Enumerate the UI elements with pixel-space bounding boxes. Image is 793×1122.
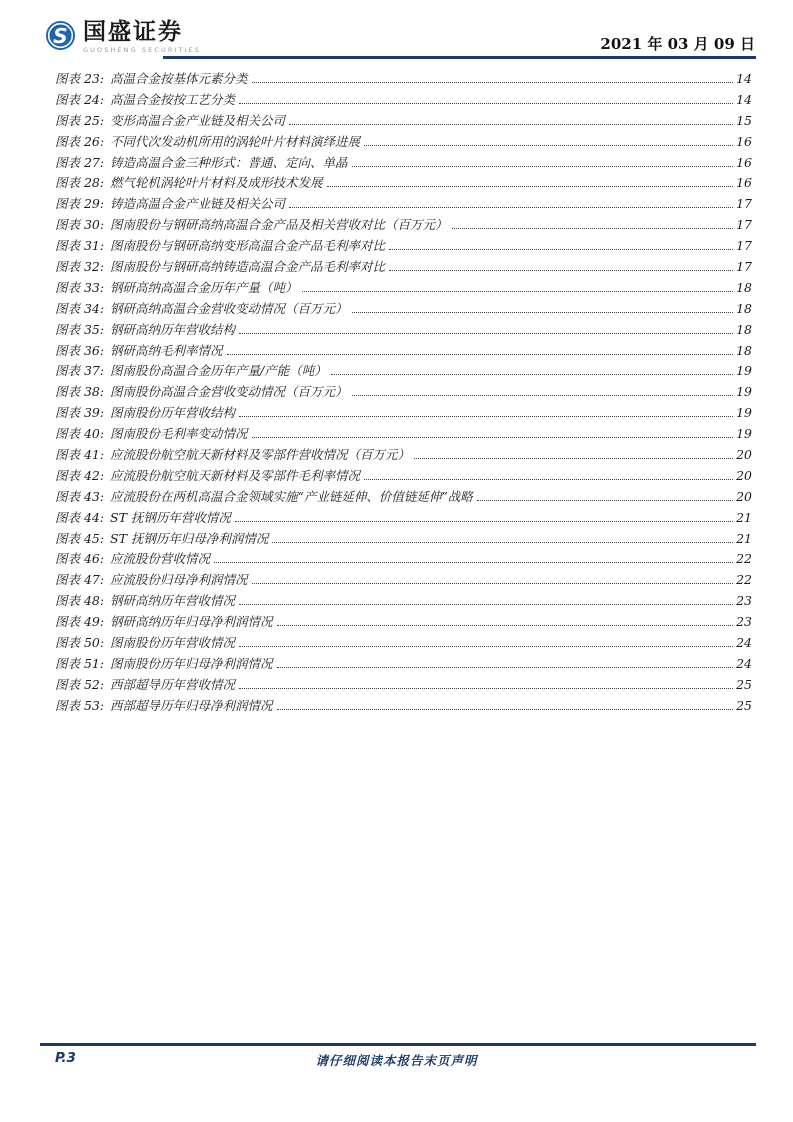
dotted-leader (364, 479, 733, 480)
toc-entry (55, 132, 752, 153)
toc-entry-label: 图表 47: (55, 572, 105, 588)
toc-entry (55, 403, 752, 424)
toc-entry (55, 382, 752, 403)
toc-entry-label: 图表 41: (55, 447, 105, 463)
toc-entry-label: 图表 45: (55, 530, 105, 546)
dotted-leader (239, 103, 733, 104)
dotted-leader (252, 583, 733, 584)
toc-entry-label: 图表 42: (55, 467, 105, 483)
brand-name: 国盛证券 (83, 19, 183, 45)
toc-entry-title: 图南股份与钢研高纳变形高温合金产品毛利率对比 (110, 238, 386, 254)
toc-entry-label: 图表 26: (55, 133, 105, 149)
toc-entry-title: 钢研高纳毛利率情况 (110, 342, 223, 358)
brand-subtitle: GUOSHENG SECURITIES (83, 46, 201, 54)
header-divider (163, 56, 756, 59)
toc-entry-label: 图表 38: (55, 384, 105, 400)
toc-entry-title: 西部超导历年归母净利润情况 (110, 697, 273, 713)
toc-entry-label: 图表 29: (55, 196, 105, 212)
toc-entry (55, 361, 752, 382)
toc-entry-label: 图表 49: (55, 614, 105, 630)
dotted-leader (277, 667, 733, 668)
toc-entry-page: 14 (736, 91, 752, 107)
toc-entry (55, 696, 752, 717)
toc-entry-title: 图南股份与钢研高纳铸造高温合金产品毛利率对比 (110, 259, 386, 275)
toc-entry (55, 69, 752, 90)
toc-entry-page: 17 (736, 259, 752, 275)
toc-entry-page: 23 (736, 593, 752, 609)
toc-entry-label: 图表 33: (55, 279, 105, 295)
toc-entry-label: 图表 36: (55, 342, 105, 358)
toc-entry-label: 图表 43: (55, 488, 105, 504)
toc-entry-title: 图南股份毛利率变动情况 (110, 426, 248, 442)
svg-text:S: S (53, 23, 68, 48)
toc-entry-title: 图南股份高温合金营收变动情况（百万元） (110, 384, 348, 400)
toc-entry-title: 高温合金按基体元素分类 (110, 71, 248, 86)
toc-entry-label: 图表 34: (55, 300, 105, 316)
toc-entry-title: 应流股份航空航天新材料及零部件毛利率情况 (110, 467, 361, 483)
toc-entry-title: ST 抚钢历年营收情况 (110, 509, 231, 525)
toc-entry-page: 20 (736, 447, 752, 463)
toc-entry-page: 17 (736, 238, 752, 254)
toc-entry-label: 图表 30: (55, 217, 105, 233)
toc-entry (55, 654, 752, 675)
toc-entry (55, 153, 752, 174)
toc-entry (55, 445, 752, 466)
toc-entry-page: 24 (736, 655, 752, 671)
toc-entry-page: 25 (736, 697, 752, 713)
dotted-leader (252, 437, 733, 438)
toc-entry-title: 不同代次发动机所用的涡轮叶片材料演绎进展 (110, 133, 361, 149)
dotted-leader (352, 312, 733, 313)
footer-page-number: P.3 (55, 1050, 76, 1066)
toc-entry-label: 图表 40: (55, 426, 105, 442)
toc-entry-label: 图表 28: (55, 175, 105, 191)
toc-entry-page: 17 (736, 196, 752, 212)
toc-entry (55, 111, 752, 132)
toc-entry (55, 257, 752, 278)
toc-entry-label: 图表 44: (55, 509, 105, 525)
toc-entry (55, 570, 752, 591)
toc-entry (55, 173, 752, 194)
toc-entry-title: 铸造高温合金产业链及相关公司 (110, 196, 286, 212)
toc-entry-page: 19 (736, 405, 752, 421)
toc-entry-title: 图南股份历年营收结构 (110, 405, 236, 421)
toc-entry-title: 钢研高纳历年营收结构 (110, 321, 236, 337)
toc-entry-title: 图南股份历年归母净利润情况 (110, 655, 273, 671)
toc-entry (55, 424, 752, 445)
dotted-leader (252, 82, 733, 83)
toc-entry-page: 19 (736, 363, 752, 379)
dotted-leader (227, 354, 733, 355)
dotted-leader (214, 562, 733, 563)
toc-entry-title: 图南股份历年营收情况 (110, 635, 236, 651)
toc-entry-page: 20 (736, 488, 752, 504)
toc-entry-title: 高温合金按按工艺分类 (110, 91, 236, 107)
toc-entry-label: 图表 37: (55, 363, 105, 379)
toc-entry-title: 应流股份归母净利润情况 (110, 572, 248, 588)
toc-entry-page: 21 (736, 530, 752, 546)
toc-entry-label: 图表 23: (55, 71, 105, 86)
toc-entry (55, 487, 752, 508)
toc-entry-title: 钢研高纳历年营收情况 (110, 593, 236, 609)
toc-entry (55, 675, 752, 696)
dotted-leader (302, 291, 733, 292)
toc-entry (55, 320, 752, 341)
toc-entry (55, 299, 752, 320)
toc-entry-label: 图表 46: (55, 551, 105, 567)
toc-entry-label: 图表 31: (55, 238, 105, 254)
guosheng-logo-icon (45, 20, 76, 51)
toc-entry (55, 508, 752, 529)
toc-entry-title: 应流股份在两机高温合金领域实施“产业链延伸、价值链延伸”战略 (110, 488, 473, 504)
dotted-leader (352, 166, 733, 167)
toc-entry-page: 16 (736, 175, 752, 191)
toc-entry-label: 图表 35: (55, 321, 105, 337)
figure-toc-list (55, 69, 752, 717)
toc-entry-page: 14 (736, 71, 752, 86)
toc-entry (55, 466, 752, 487)
toc-entry-label: 图表 50: (55, 635, 105, 651)
dotted-leader (289, 207, 733, 208)
toc-entry-page: 19 (736, 384, 752, 400)
toc-entry-title: ST 抚钢历年归母净利润情况 (110, 530, 269, 546)
toc-entry-title: 钢研高纳高温合金历年产量（吨） (110, 279, 298, 295)
toc-entry (55, 549, 752, 570)
dotted-leader (277, 709, 733, 710)
toc-entry-title: 铸造高温合金三种形式：普通、定向、单晶 (110, 154, 348, 170)
toc-entry-title: 钢研高纳历年归母净利润情况 (110, 614, 273, 630)
toc-entry-title: 钢研高纳高温合金营收变动情况（百万元） (110, 300, 348, 316)
toc-entry-label: 图表 32: (55, 259, 105, 275)
toc-entry (55, 90, 752, 111)
dotted-leader (272, 542, 733, 543)
toc-entry-page: 18 (736, 279, 752, 295)
dotted-leader (239, 646, 733, 647)
dotted-leader (414, 458, 733, 459)
toc-entry-title: 变形高温合金产业链及相关公司 (110, 112, 286, 128)
toc-entry-page: 22 (736, 551, 752, 567)
footer-divider (40, 1043, 756, 1046)
dotted-leader (235, 521, 733, 522)
dotted-leader (477, 500, 733, 501)
toc-entry (55, 236, 752, 257)
toc-entry-label: 图表 27: (55, 154, 105, 170)
brand (45, 20, 201, 54)
toc-entry-label: 图表 48: (55, 593, 105, 609)
toc-entry (55, 278, 752, 299)
toc-entry (55, 215, 752, 236)
toc-entry-page: 16 (736, 154, 752, 170)
toc-entry-label: 图表 39: (55, 405, 105, 421)
toc-entry-title: 图南股份与钢研高纳高温合金产品及相关营收对比（百万元） (110, 217, 448, 233)
toc-entry-page: 25 (736, 676, 752, 692)
toc-entry-page: 18 (736, 300, 752, 316)
dotted-leader (327, 186, 733, 187)
dotted-leader (364, 145, 733, 146)
toc-entry-label: 图表 24: (55, 91, 105, 107)
dotted-leader (452, 228, 733, 229)
toc-entry-title: 西部超导历年营收情况 (110, 676, 236, 692)
dotted-leader (289, 124, 733, 125)
report-date: 2021 年 03 月 09 日 (600, 35, 755, 53)
toc-entry-label: 图表 51: (55, 655, 105, 671)
toc-entry-page: 16 (736, 133, 752, 149)
dotted-leader (239, 604, 733, 605)
dotted-leader (277, 625, 733, 626)
toc-entry-page: 18 (736, 342, 752, 358)
toc-entry-title: 图南股份高温合金历年产量/产能（吨） (110, 363, 327, 379)
toc-entry (55, 529, 752, 550)
toc-entry-page: 23 (736, 614, 752, 630)
toc-entry-page: 21 (736, 509, 752, 525)
toc-entry (55, 341, 752, 362)
toc-entry-page: 15 (736, 112, 752, 128)
toc-entry (55, 591, 752, 612)
dotted-leader (331, 374, 733, 375)
toc-entry (55, 612, 752, 633)
dotted-leader (239, 416, 733, 417)
toc-entry-page: 19 (736, 426, 752, 442)
toc-entry (55, 633, 752, 654)
toc-entry-page: 24 (736, 635, 752, 651)
toc-entry-title: 应流股份营收情况 (110, 551, 211, 567)
dotted-leader (239, 688, 733, 689)
toc-entry (55, 194, 752, 215)
toc-entry-label: 图表 53: (55, 697, 105, 713)
toc-entry-page: 17 (736, 217, 752, 233)
dotted-leader (239, 333, 733, 334)
toc-entry-title: 燃气轮机涡轮叶片材料及成形技术发展 (110, 175, 323, 191)
toc-entry-title: 应流股份航空航天新材料及零部件营收情况（百万元） (110, 447, 411, 463)
footer-disclaimer: 请仔细阅读本报告末页声明 (315, 1053, 478, 1068)
dotted-leader (389, 270, 733, 271)
toc-entry-label: 图表 52: (55, 676, 105, 692)
dotted-leader (389, 249, 733, 250)
toc-entry-page: 20 (736, 467, 752, 483)
toc-entry-label: 图表 25: (55, 112, 105, 128)
toc-entry-page: 18 (736, 321, 752, 337)
toc-entry-page: 22 (736, 572, 752, 588)
dotted-leader (352, 395, 733, 396)
brand-text (83, 20, 201, 54)
